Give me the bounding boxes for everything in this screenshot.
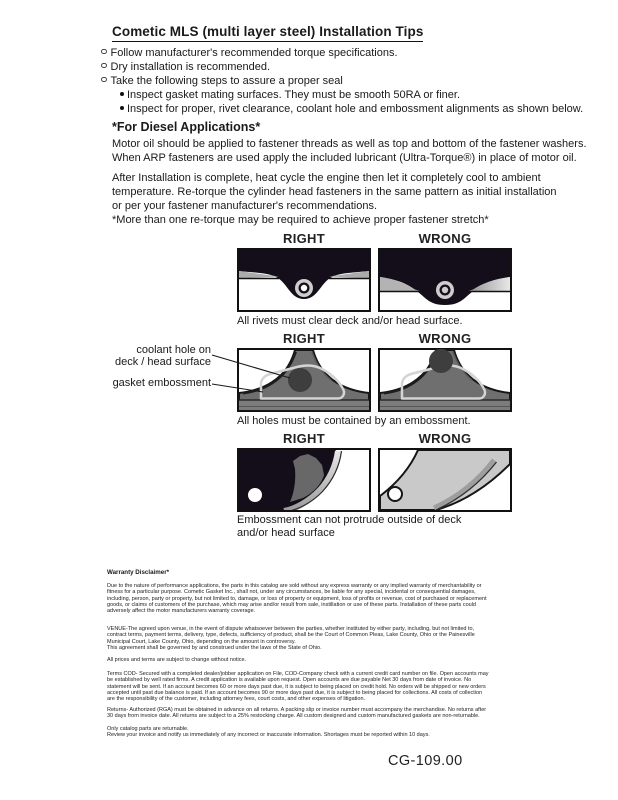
- list-item-text: Follow manufacturer's recommended torque specifications.: [110, 47, 398, 59]
- bolt-hole: [248, 488, 262, 502]
- embossment-right-diagram: [237, 348, 371, 412]
- rivet-right-diagram: [237, 248, 371, 312]
- open-bullet-icon: [101, 77, 107, 83]
- wrong-label: WRONG: [418, 231, 472, 246]
- disclaimer-paragraph: Returns- Authorized (RGA) must be obtained in advance on all returns. A packing slip or invoice number must accompany the merchandise. No returns after 30 days from invoice date. All returns are subject to a 25% restocking charge. All custom designed and custom manufactured gaskets are non-returnable.: [107, 707, 487, 720]
- figure-caption: Embossment can not protrude outside of deck and/or head surface: [237, 514, 462, 539]
- list-item-text: Inspect gasket mating surfaces. They must be smooth 50RA or finer.: [127, 89, 461, 101]
- paragraph: *More than one re-torque may be required to achieve proper fastener stretch*: [112, 214, 489, 226]
- disclaimer-paragraph: Terms COD- Secured with a completed dealer/jobber application on File, COD-Company check with a current credit card number on file. Open accounts may be established by well rated firms. A credit application is available upon request. Open accounts are due payable Net 30 days from date of invoice. No statement will be sent. If an account becomes 60 or more days past due, it is subject to being placed on credit hold. No orders will be shipped or new orders accepted until past due balance is paid. If an account becomes 90 or more days past due, it is subject to being placed for collections. All costs of collection are the responsibility of the customer, including attorney fees, court costs, and other expenses of litigation.: [107, 671, 489, 703]
- figure-caption: All holes must be contained by an embossment.: [237, 415, 471, 427]
- list-item-text: Take the following steps to assure a proper seal: [110, 75, 343, 87]
- rivet-icon: [436, 281, 454, 299]
- coolant-hole: [429, 349, 453, 373]
- page-title: Cometic MLS (multi layer steel) Installation Tips: [112, 24, 423, 42]
- list-item: [101, 74, 343, 88]
- wrong-label: WRONG: [418, 431, 472, 446]
- disclaimer-paragraph: VENUE-The agreed upon venue, in the event of dispute whatsoever between the parties, whether instituted by either party, including, but not limited to, contract terms, payment terms, delivery, type, defects, sufficiency of product, shall be the Court of Common Pleas, Lake County, Ohio or the Painesville Municipal Court, Lake County, Ohio, depending on the amount in controversy. This agreement shall be governed by and construed under the laws of the State of Ohio.: [107, 626, 475, 651]
- document-code: CG-109.00: [388, 753, 463, 769]
- deck-edge-wrong-diagram: [378, 448, 512, 512]
- paragraph: After Installation is complete, heat cycle the engine then let it completely cool to ambient temperature. Re-torque the cylinder head fasteners in the same pattern as initial installation or per your fastener manufacturer's recommendations.: [112, 172, 557, 212]
- deck-edge-right-diagram: [237, 448, 371, 512]
- right-label: RIGHT: [283, 331, 325, 346]
- disclaimer-paragraph: Due to the nature of performance applications, the parts in this catalog are sold without any express warranty or any implied warranty of merchantability or fitness for a particular purpose. Cometic Gasket Inc., shall not, under any circumstances, be liable for any special, incidental or consequential damages, including, person, party or property, but not limited to, damage, or loss of property or equipment, loss of profits or revenue, cost of purchased or replacement goods, or claims of customers of the purchase, which may arise and/or result from sale, instillation or use of these parts. Installation of these parts could adversely affect the motor manufacturers warranty coverage.: [107, 583, 487, 615]
- coolant-hole-label: coolant hole on deck / head surface: [114, 344, 211, 368]
- open-bullet-icon: [101, 49, 107, 55]
- dot-bullet-icon: [120, 92, 124, 96]
- list-item: [120, 102, 583, 116]
- list-item: [101, 60, 270, 74]
- paragraph: Motor oil should be applied to fastener threads as well as top and bottom of the fastener washers. When ARP fasteners are used apply the included lubricant (Ultra-Torque®) in place of motor oil.: [112, 138, 587, 164]
- rivet-icon: [295, 279, 313, 297]
- embossment-wrong-diagram: [378, 348, 512, 412]
- disclaimer-heading: Warranty Disclaimer*: [107, 569, 170, 576]
- list-item-text: Dry installation is recommended.: [110, 61, 271, 73]
- disclaimer-paragraph: Only catalog parts are returnable. Review your invoice and notify us immediately of any incorrect or inaccurate information. Shortages must be reported within 10 days.: [107, 726, 430, 739]
- right-label: RIGHT: [283, 231, 325, 246]
- wrong-label: WRONG: [418, 331, 472, 346]
- open-bullet-icon: [101, 63, 107, 69]
- list-item: [120, 88, 460, 102]
- disclaimer-paragraph: All prices and terms are subject to change without notice.: [107, 657, 247, 663]
- gasket-embossment-label: gasket embossment: [112, 377, 211, 389]
- coolant-hole: [288, 368, 312, 392]
- list-item: [101, 46, 398, 60]
- list-item-text: Inspect for proper, rivet clearance, coolant hole and embossment alignments as shown below.: [127, 103, 584, 115]
- rivet-wrong-diagram: [378, 248, 512, 312]
- figure-caption: All rivets must clear deck and/or head surface.: [237, 315, 463, 327]
- bolt-hole: [388, 487, 402, 501]
- right-label: RIGHT: [283, 431, 325, 446]
- dot-bullet-icon: [120, 106, 124, 110]
- section-heading: *For Diesel Applications*: [112, 120, 261, 134]
